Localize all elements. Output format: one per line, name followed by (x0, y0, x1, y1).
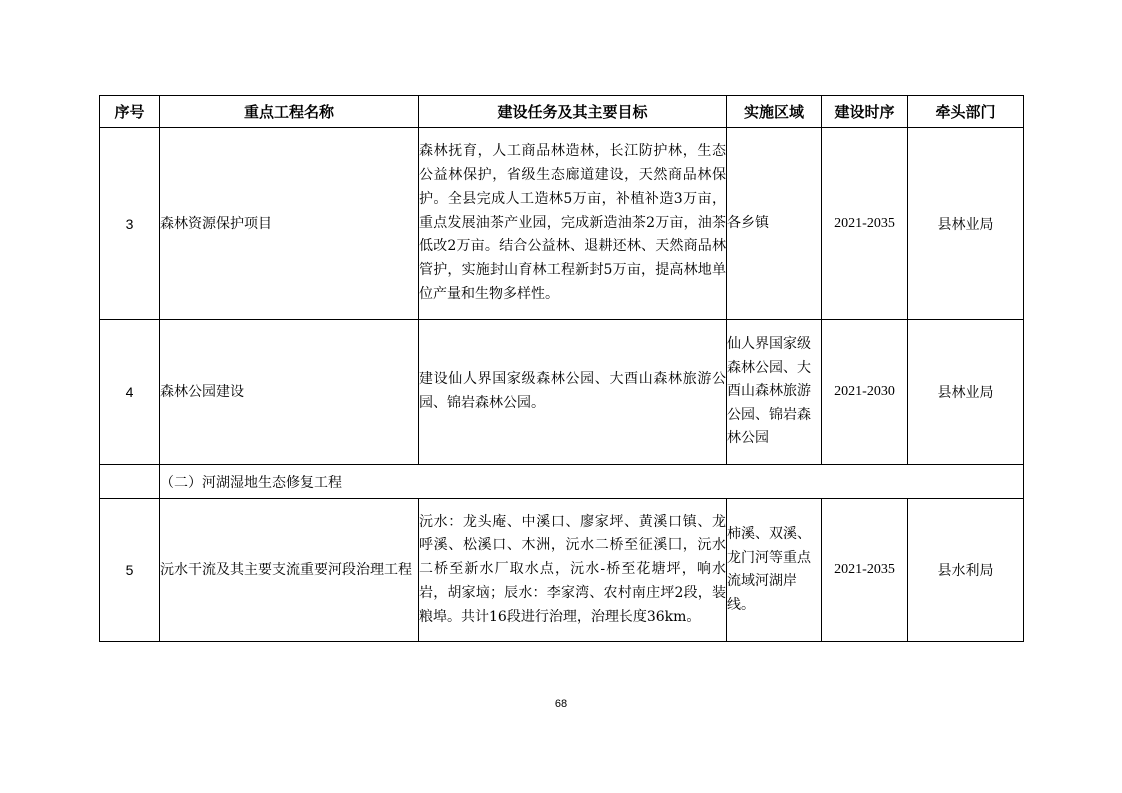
project-table (99, 95, 1024, 642)
section-empty-cell (100, 465, 160, 499)
project-department: 县林业局 (908, 320, 1024, 465)
table-header-row (100, 96, 1024, 128)
project-area: 柿溪、双溪、龙门河等重点流域河湖岸线。 (727, 499, 822, 642)
section-label: （二）河湖湿地生态修复工程 (160, 465, 1024, 499)
header-department: 牵头部门 (908, 96, 1024, 128)
header-project-name: 重点工程名称 (160, 96, 419, 128)
project-area: 各乡镇 (727, 128, 822, 320)
project-task: 沅水：龙头庵、中溪口、廖家坪、黄溪口镇、龙呼溪、松溪口、木洲，沅水二桥至征溪囗，沅水二桥至新水厂取水点，沅水-桥至花塘坪，响水岩，胡家垴；辰水：李家湾、农村南庄坪2段，装粮埠。共计16段进行治理，治理长度36km。 (419, 499, 727, 642)
project-task: 建设仙人界国家级森林公园、大酉山森林旅游公园、锦岩森林公园。 (419, 320, 727, 465)
header-tasks-goals: 建设任务及其主要目标 (419, 96, 727, 128)
table-row (100, 128, 1024, 320)
project-period: 2021-2035 (822, 499, 908, 642)
row-number: 3 (100, 128, 160, 320)
project-department: 县林业局 (908, 128, 1024, 320)
row-number: 5 (100, 499, 160, 642)
project-period: 2021-2030 (822, 320, 908, 465)
row-number: 4 (100, 320, 160, 465)
table-row (100, 499, 1024, 642)
project-task: 森林抚育，人工商品林造林，长江防护林，生态公益林保护，省级生态廊道建设，天然商品林保护。全县完成人工造林5万亩，补植补造3万亩，重点发展油茶产业园，完成新造油茶2万亩，油茶低改2万亩。结合公益林、退耕还林、天然商品林管护，实施封山育林工程新封5万亩，提高林地单位产量和生物多样性。 (419, 128, 727, 320)
project-period: 2021-2035 (822, 128, 908, 320)
header-area: 实施区域 (727, 96, 822, 128)
section-row (100, 465, 1024, 499)
project-department: 县水利局 (908, 499, 1024, 642)
page-number: 68 (554, 698, 568, 710)
header-period: 建设时序 (822, 96, 908, 128)
project-area: 仙人界国家级森林公园、大酉山森林旅游公园、锦岩森林公园 (727, 320, 822, 465)
project-name: 森林公园建设 (160, 320, 419, 465)
project-name: 森林资源保护项目 (160, 128, 419, 320)
table-row (100, 320, 1024, 465)
header-number: 序号 (100, 96, 160, 128)
project-name: 沅水干流及其主要支流重要河段治理工程 (160, 499, 419, 642)
